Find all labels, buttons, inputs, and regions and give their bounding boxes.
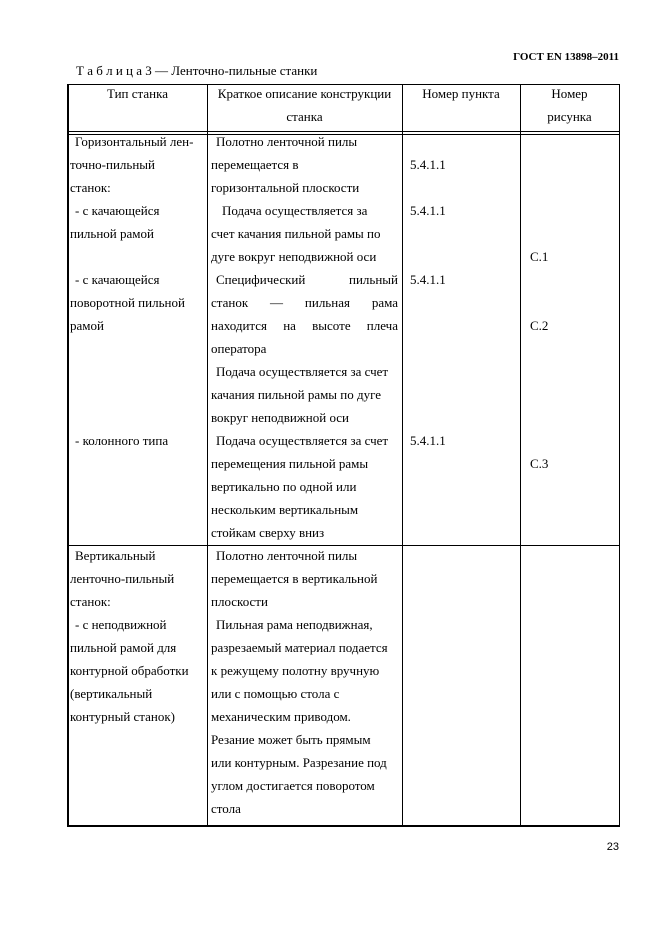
cell-line: Специфический пильный [216, 272, 398, 287]
column-separator-2 [402, 84, 403, 827]
cell-line: Горизонтальный лен- [75, 134, 194, 149]
cell-line: или контурным. Разрезание под [211, 755, 387, 770]
column-header-description: станка [286, 109, 323, 124]
cell-line: - колонного типа [75, 433, 169, 448]
table-border-right [619, 84, 620, 827]
cell-line: перемещения пильной рамы [211, 456, 369, 471]
cell-line: ленточно-пильный [70, 571, 175, 586]
figure-number: С.1 [530, 249, 549, 264]
cell-line: пильной рамой [70, 226, 154, 241]
cell-line: Пильная рама неподвижная, [216, 617, 373, 632]
column-header-clause: Номер пункта [422, 86, 500, 101]
cell-line: нескольким вертикальным [211, 502, 359, 517]
cell-line: контурной обработки [70, 663, 189, 678]
cell-line: дуге вокруг неподвижной оси [211, 249, 377, 264]
cell-line: контурный станок) [70, 709, 176, 724]
cell-line: - с неподвижной [75, 617, 167, 632]
page-number: 23 [606, 841, 619, 853]
cell-line: Вертикальный [75, 548, 156, 563]
cell-line: рамой [70, 318, 104, 333]
figure-number: С.2 [530, 318, 549, 333]
column-separator-1 [207, 84, 208, 827]
cell-line: или с помощью стола с [211, 686, 340, 701]
cell-line: разрезаемый материал подается [211, 640, 388, 655]
cell-line: стола [211, 801, 241, 816]
cell-line: Резание может быть прямым [211, 732, 371, 747]
cell-line: качания пильной рамы по дуге [211, 387, 382, 402]
cell-line: Подача осуществляется за [222, 203, 368, 218]
cell-line: пильной рамой для [70, 640, 177, 655]
cell-line: счет качания пильной рамы по [211, 226, 381, 241]
cell-line: точно-пильный [70, 157, 155, 172]
cell-line: - с качающейся [75, 203, 160, 218]
cell-line: оператора [211, 341, 267, 356]
table-border-left [67, 84, 69, 827]
cell-line: Подача осуществляется за счет [216, 433, 389, 448]
column-header-figure: Номер [551, 86, 588, 101]
cell-line: плоскости [211, 594, 268, 609]
cell-line: вокруг неподвижной оси [211, 410, 349, 425]
cell-line: горизонтальной плоскости [211, 180, 360, 195]
column-separator-3 [520, 84, 521, 827]
cell-line: к режущему полотну вручную [211, 663, 380, 678]
cell-line: станок — пильная рама [211, 295, 398, 310]
clause-number: 5.4.1.1 [410, 157, 446, 172]
cell-line: перемещается в [211, 157, 299, 172]
cell-line: вертикально по одной или [211, 479, 357, 494]
cell-line: перемещается в вертикальной [211, 571, 378, 586]
table-caption: Т а б л и ц а 3 — Ленточно-пильные станки [76, 63, 318, 78]
cell-line: углом достигается поворотом [211, 778, 375, 793]
column-header-description: Краткое описание конструкции [217, 86, 392, 101]
cell-line: поворотной пильной [70, 295, 185, 310]
cell-line: Полотно ленточной пилы [216, 548, 358, 563]
cell-line: находится на высоте плеча [211, 318, 398, 333]
figure-number: С.3 [530, 456, 549, 471]
clause-number: 5.4.1.1 [410, 203, 446, 218]
cell-line: станок: [70, 594, 111, 609]
cell-line: Подача осуществляется за счет [216, 364, 389, 379]
cell-line: (вертикальный [70, 686, 153, 701]
table-border-bottom [68, 825, 620, 827]
standard-designation: ГОСТ EN 13898–2011 [513, 51, 619, 63]
cell-line: Полотно ленточной пилы [216, 134, 358, 149]
cell-line: - с качающейся [75, 272, 160, 287]
cell-line: механическим приводом. [211, 709, 351, 724]
column-header-figure: рисунка [547, 109, 592, 124]
clause-number: 5.4.1.1 [410, 272, 446, 287]
clause-number: 5.4.1.1 [410, 433, 446, 448]
cell-line: стойкам сверху вниз [211, 525, 325, 540]
column-header-machine-type: Тип станка [106, 86, 168, 101]
cell-line: станок: [70, 180, 111, 195]
